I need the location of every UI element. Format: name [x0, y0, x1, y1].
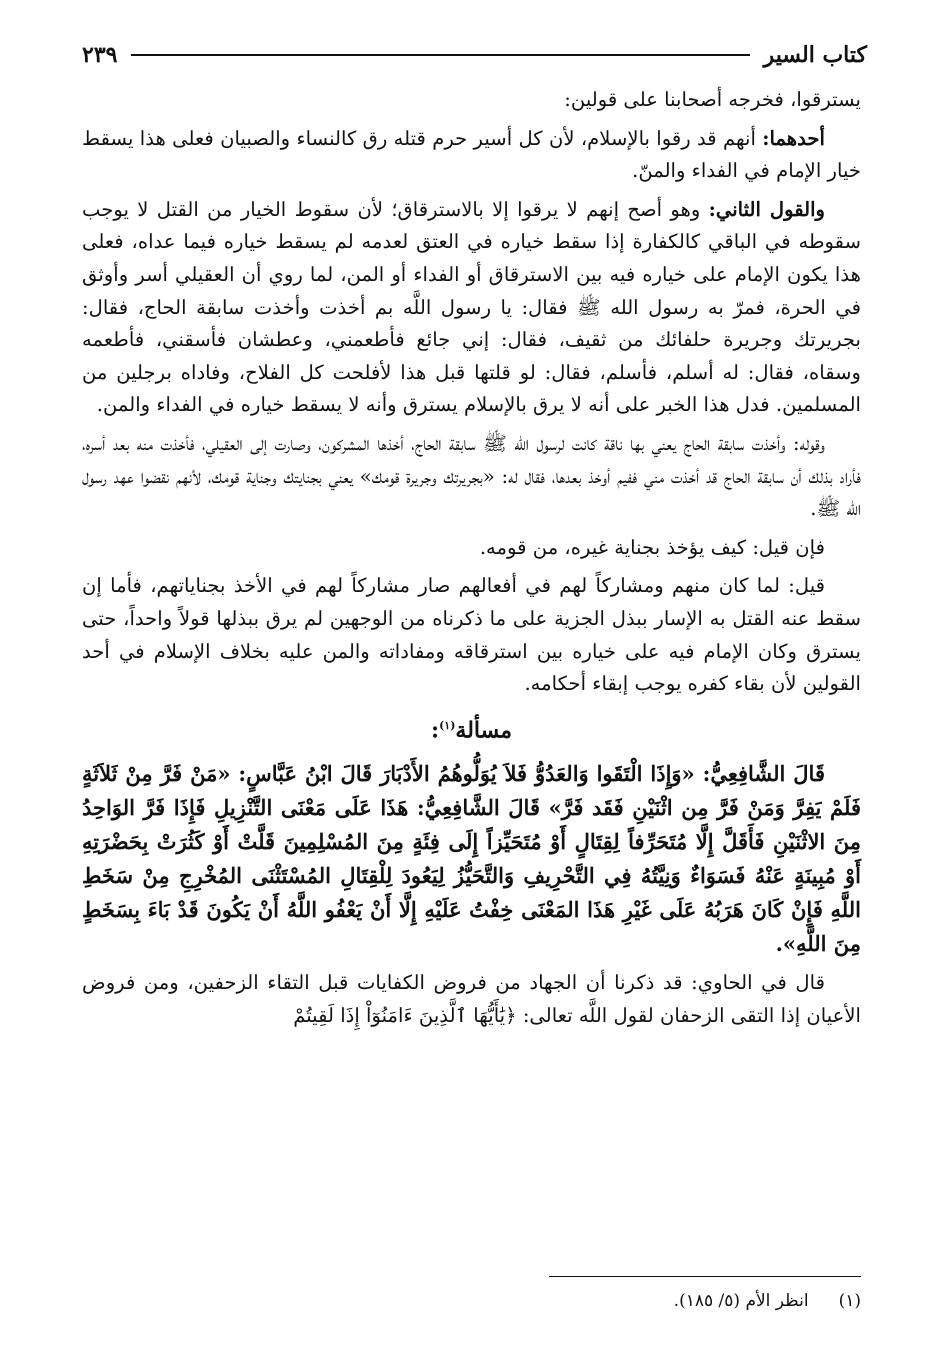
- section-heading-colon: :: [430, 717, 440, 744]
- paragraph-lead: والقول الثاني:: [708, 197, 826, 221]
- paragraph: [82, 123, 861, 188]
- footnote-divider: [549, 1276, 861, 1277]
- footnote-marker[interactable]: (١): [439, 718, 456, 732]
- paragraph-lead: أحدهما:: [762, 126, 825, 150]
- paragraph: [82, 967, 861, 1032]
- header-rule: [131, 54, 749, 56]
- paragraph: [82, 428, 861, 526]
- main-text: [82, 84, 861, 1038]
- page-number: ٢٣٩: [82, 42, 118, 68]
- paragraph-text: وهو أصح إنهم لا يرقوا إلا بالاسترقاق؛ لأن سقوط الخيار من القتل لا يوجب سقوطه في الباقي كالكفارة إذا سقط خياره في العتق لعدمه لم يسقط خياره فيما عداه، فعلى هذا يكون الإمام على خياره فيه بين الاسترقاق أو الفداء أو المن، لما روي أن العقيلي أسر وأوثق في الحرة، فمرّ به رسول الله ﷺ فقال: يا رسول اللَّه بم أخذت وأخذت سابقة الحاج، فقال: بجريرتك وجريرة حلفائك من ثقيف، فقال: إني جائع فأطعمني، وعطشان فأسقني، فأطعمه وسقاه، فقال: له أسلم، فأسلم، فقال: لو قلتها قبل هذا لأفلحت كل الفلاح، وفاداه برجلين من المسلمين. فدل هذا الخبر على أنه لا يرق بالإسلام يسترق وأنه لا يسقط خياره في الفداء والمن.: [82, 197, 861, 417]
- paragraph-text: يسترقوا، فخرجه أصحابنا على قولين:: [564, 88, 861, 111]
- section-heading-text: مسألة: [455, 717, 513, 744]
- paragraph-text: قال في الحاوي: قد ذكرنا أن الجهاد من فروض الكفايات قبل التقاء الزحفين، ومن فروض الأعيان إذا التقى الزحفان لقول اللَّه تعالى: ﴿يَٰأَيُّهَا ٱلَّذِينَ ءَامَنُوٓاْ إِذَا لَقِيتُمْ: [82, 971, 861, 1027]
- book-title: كتاب السير: [763, 42, 867, 68]
- paragraph-text: أنهم قد رقوا بالإسلام، لأن كل أسير حرم قتله رق كالنساء والصبيان فعلى هذا يسقط خيار الإمام في الفداء والمنّ.: [82, 126, 861, 183]
- paragraph-text: قيل: لما كان منهم ومشاركاً لهم في أفعالهم صار مشاركاً لهم في الأخذ بجناياتهم، فأما إن سقط عنه القتل به الإسار ببذل الجزية على ما ذكرناه من الوجهين لم يرق ببذلها قولاً واحداً، حتى يسترق وكان الإمام فيه على خياره بين استرقاقه ومفاداته والمن عليه بخلاف الإسلام في أحد القولين لأن بقاء كفره يوجب إبقاء أحكامه.: [82, 574, 861, 696]
- paragraph: [82, 570, 861, 700]
- page-header: [82, 38, 867, 72]
- paragraph: [82, 84, 861, 117]
- quoted-text: قَالَ الشَّافِعِيُّ: «وَإِذَا الْتَقَوا وَالعَدُوُّ فَلاَ يُوَلُّوهُمُ الأَدْبَارَ قَالَ ابْنُ عَبَّاسٍ: «مَنْ فَرَّ مِنْ ثَلاَثَةٍ فَلَمْ يَفِرَّ وَمَنْ فَرَّ مِن اثْنَيْنِ فَقَد فَرَّ» قَالَ الشَّافِعِيُّ: هَذَا عَلَى مَعْنَى التَّنْزِيلِ فَإِذَا فَرَّ الوَاحِدُ مِنَ الاثْنَيْنِ فَأَقَلَّ إِلَّا مُتَحَرِّفاً لِقِتَالٍ أَوْ مُتَحَيِّزاً إِلَى فِئَةٍ مِنَ المُسْلِمِينَ قَلَّتْ أَوْ كَثُرَتْ بِحَضْرَتِهِ أَوْ مُبِينَةٍ عَنْهُ فَسَوَاءٌ وَنِيَّتُهُ فِي التَّحْرِيفِ وَالتَّحَيُّزُ لِيَعُودَ لِلْقِتَالِ المُسْتَثْنَى المُخْرِجِ مِنْ سَخَطِ اللَّهِ فَإِنْ كَانَ هَرَبُهُ عَلَى غَيْرِ هَذَا المَعْنَى خِفْتُ عَلَيْهِ إِلَّا أَنْ يَعْفُو اللَّهُ أَنْ يَكُونَ قَدْ بَاءَ بِسَخَطٍ مِنَ اللَّهِ».: [82, 761, 861, 957]
- paragraph: [82, 532, 861, 565]
- footnote-number: (١): [838, 1291, 861, 1311]
- paragraph: [82, 194, 861, 422]
- footnote: [361, 1288, 861, 1314]
- section-heading: [82, 709, 861, 747]
- footnote-text: انظر الأم (٥/ ١٨٥).: [673, 1291, 809, 1311]
- paragraph-text: فإن قيل: كيف يؤخذ بجناية غيره، من قومه.: [479, 535, 825, 559]
- paragraph-text: وقوله: وأخذت سابقة الحاج يعني بها ناقة كانت لرسول الله ﷺ سابقة الحاج، أخذها المشركون، وصارت إلى العقيلي، فأخذت منه بعد أسره، فأراد بذلك أن سابقة الحاج قد أخذت مني ففيم أوخذ بعدها، فقال له: «بجريرتك وجريرة قومك» يعني بجنايتك وجناية قومك، لأنهم نقضوا عهد رسول الله ﷺ.: [82, 431, 861, 521]
